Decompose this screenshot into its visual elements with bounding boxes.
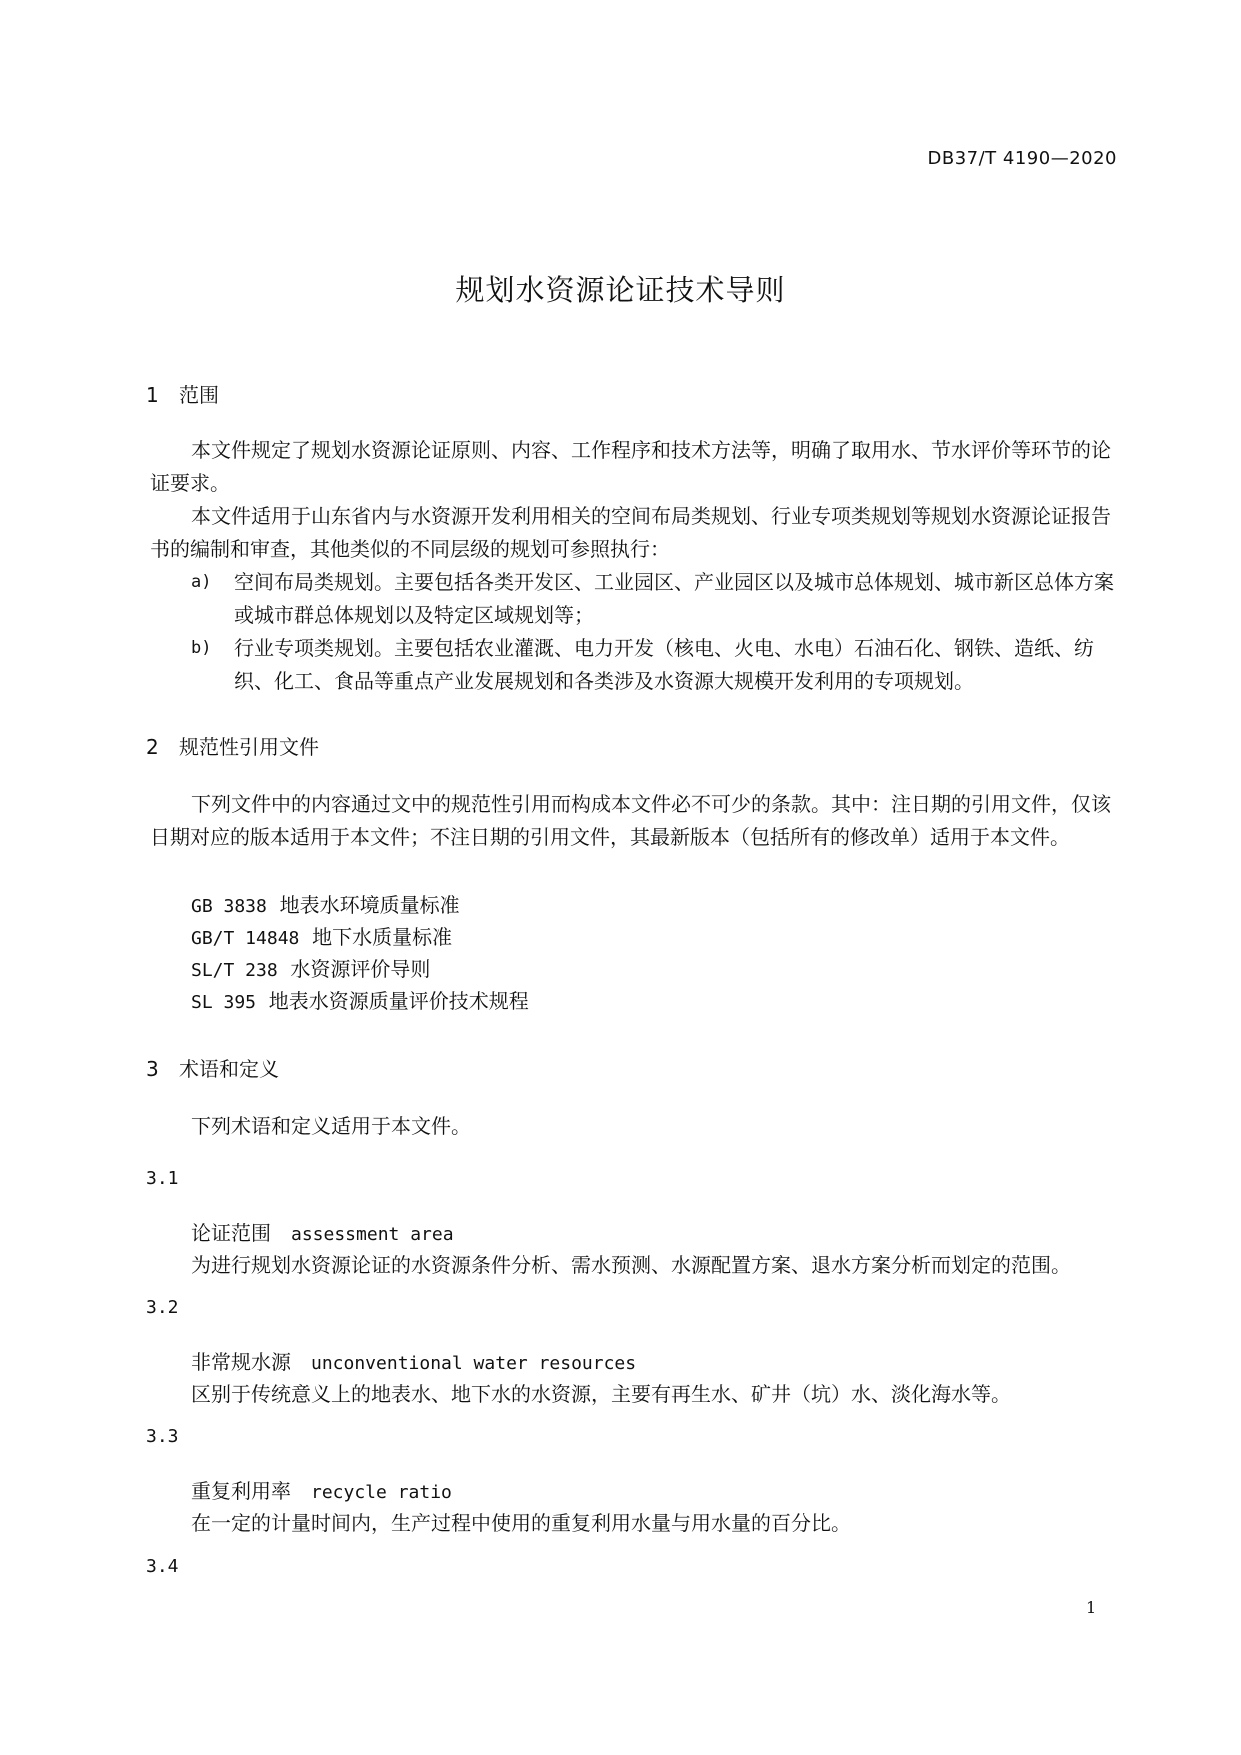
term-heading [191, 1217, 454, 1246]
section-number: 2 [146, 735, 159, 759]
standard-code: DB37/T 4190—2020 [927, 148, 1117, 169]
reference-name: 水资源评价导则 [290, 957, 431, 981]
term-en: assessment area [291, 1224, 454, 1245]
reference-name: 地表水环境质量标准 [279, 893, 460, 917]
section-3-heading [146, 1053, 279, 1082]
term-zh: 非常规水源 [191, 1350, 291, 1374]
reference-code: SL/T 238 [191, 960, 278, 981]
page-number: 1 [1086, 1598, 1097, 1617]
section-title: 规范性引用文件 [179, 735, 319, 759]
list-item-a [191, 566, 1131, 632]
term-en: recycle ratio [311, 1482, 452, 1503]
list-marker: b) [191, 638, 212, 658]
reference-code: SL 395 [191, 992, 257, 1013]
term-number: 3.4 [146, 1556, 179, 1577]
document-title: 规划水资源论证技术导则 [455, 273, 786, 307]
normative-reference [191, 921, 452, 950]
term-number: 3.3 [146, 1426, 179, 1447]
list-item-text: 行业专项类规划。主要包括农业灌溉、电力开发（核电、火电、水电）石油石化、钢铁、造纸、纺织、化工、食品等重点产业发展规划和各类涉及水资源大规模开发利用的专项规划。 [234, 636, 1094, 693]
reference-code: GB/T 14848 [191, 928, 300, 949]
term-definition: 为进行规划水资源论证的水资源条件分析、需水预测、水源配置方案、退水方案分析而划定的范围。 [191, 1253, 1071, 1277]
reference-name: 地下水质量标准 [312, 925, 453, 949]
section-2-heading [146, 731, 319, 760]
term-heading [191, 1346, 636, 1375]
section-1-paragraph-1: 本文件规定了规划水资源论证原则、内容、工作程序和技术方法等，明确了取用水、节水评价等环节的论证要求。 [150, 438, 1111, 495]
term-definition: 区别于传统意义上的地表水、地下水的水资源，主要有再生水、矿井（坑）水、淡化海水等。 [191, 1382, 1011, 1406]
reference-code: GB 3838 [191, 896, 267, 917]
section-title: 范围 [179, 383, 219, 407]
term-zh: 重复利用率 [191, 1479, 291, 1503]
normative-reference [191, 985, 529, 1014]
section-3-intro: 下列术语和定义适用于本文件。 [191, 1114, 471, 1138]
reference-name: 地表水资源质量评价技术规程 [268, 989, 529, 1013]
term-number: 3.2 [146, 1297, 179, 1318]
term-en: unconventional water resources [311, 1353, 637, 1374]
list-item-text: 空间布局类规划。主要包括各类开发区、工业园区、产业园区以及城市总体规划、城市新区总体方案或城市群总体规划以及特定区域规划等； [234, 570, 1114, 627]
section-1-paragraph-2: 本文件适用于山东省内与水资源开发利用相关的空间布局类规划、行业专项类规划等规划水资源论证报告书的编制和审查，其他类似的不同层级的规划可参照执行： [150, 504, 1111, 561]
list-marker: a) [191, 572, 212, 592]
term-zh: 论证范围 [191, 1221, 271, 1245]
section-number: 3 [146, 1057, 159, 1081]
section-number: 1 [146, 383, 159, 407]
section-title: 术语和定义 [179, 1057, 279, 1081]
term-number: 3.1 [146, 1168, 179, 1189]
list-item-b [191, 632, 1131, 698]
term-heading [191, 1475, 452, 1504]
term-definition: 在一定的计量时间内，生产过程中使用的重复利用水量与用水量的百分比。 [191, 1511, 851, 1535]
normative-reference [191, 889, 460, 918]
section-1-heading [146, 379, 219, 408]
normative-reference [191, 953, 430, 982]
section-2-paragraph: 下列文件中的内容通过文中的规范性引用而构成本文件必不可少的条款。其中：注日期的引用文件，仅该日期对应的版本适用于本文件；不注日期的引用文件，其最新版本（包括所有的修改单）适用于本文件。 [150, 792, 1111, 849]
